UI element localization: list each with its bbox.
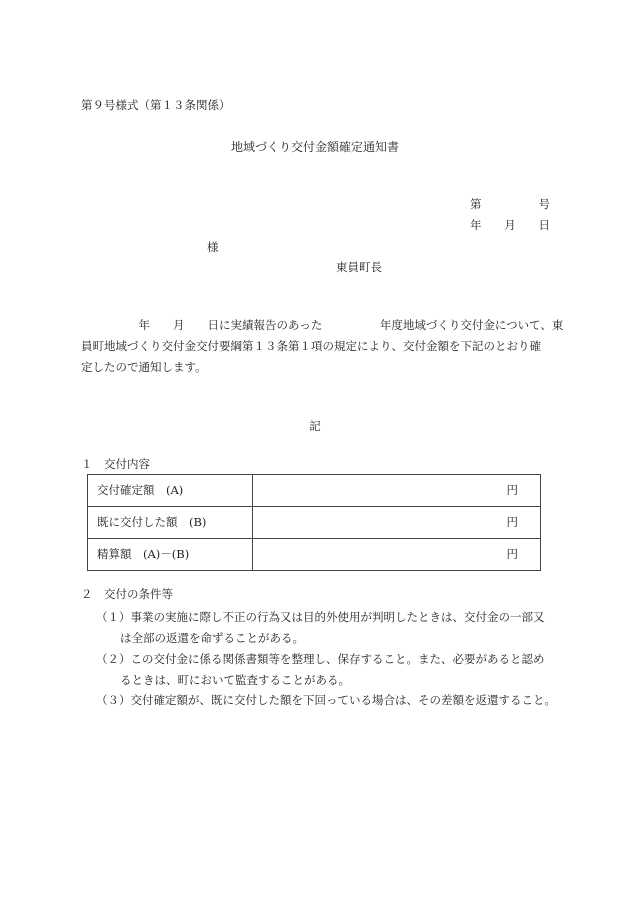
number-prefix: 第 bbox=[470, 197, 482, 211]
condition-line: は全部の返還を命ずることがある。 bbox=[120, 631, 304, 645]
condition-line: （１）事業の実施に際し不正の行為又は目的外使用が判明したときは、交付金の一部又 bbox=[96, 610, 545, 624]
addressee: 様 bbox=[207, 240, 219, 254]
form-label: 第９号様式（第１３条関係） bbox=[81, 98, 231, 112]
row-label: 精算額 (A)－(B) bbox=[88, 539, 253, 571]
body-line: 員町地域づくり交付金交付要綱第１３条第１項の規定により、交付金額を下記のとおり確 bbox=[81, 339, 541, 353]
date-day: 日 bbox=[538, 218, 550, 232]
body-line: 年 月 日に実績報告のあった 年度地域づくり交付金について、東 bbox=[81, 318, 564, 332]
condition-line: るときは、町において監査することがある。 bbox=[120, 673, 350, 687]
document-title: 地域づくり交付金額確定通知書 bbox=[230, 140, 399, 154]
table-row bbox=[88, 475, 541, 507]
body-paragraph bbox=[81, 315, 564, 378]
row-unit: 円 bbox=[253, 507, 541, 539]
amount-table bbox=[87, 474, 541, 571]
section2-heading: ２ 交付の条件等 bbox=[81, 587, 173, 601]
row-label: 交付確定額 (A) bbox=[88, 475, 253, 507]
row-label: 既に交付した額 (B) bbox=[88, 507, 253, 539]
date-month: 月 bbox=[504, 218, 516, 232]
date-year: 年 bbox=[470, 218, 482, 232]
row-unit: 円 bbox=[253, 475, 541, 507]
condition-line: （２）この交付金に係る関係書類等を整理し、保存すること。また、必要があると認め bbox=[96, 652, 545, 666]
document-number bbox=[470, 198, 550, 212]
table-row bbox=[88, 507, 541, 539]
ki-heading: 記 bbox=[309, 419, 321, 433]
number-suffix: 号 bbox=[538, 197, 550, 211]
issuer: 東員町長 bbox=[336, 260, 382, 274]
condition-item bbox=[96, 607, 552, 649]
condition-item bbox=[96, 649, 552, 691]
section1-heading: １ 交付内容 bbox=[81, 457, 150, 471]
document-date bbox=[470, 219, 550, 233]
row-unit: 円 bbox=[253, 539, 541, 571]
condition-line: （３）交付確定額が、既に交付した額を下回っている場合は、その差額を返還すること。 bbox=[96, 693, 556, 707]
body-line: 定したので通知します。 bbox=[81, 360, 207, 374]
table-row bbox=[88, 539, 541, 571]
condition-item bbox=[96, 690, 556, 711]
